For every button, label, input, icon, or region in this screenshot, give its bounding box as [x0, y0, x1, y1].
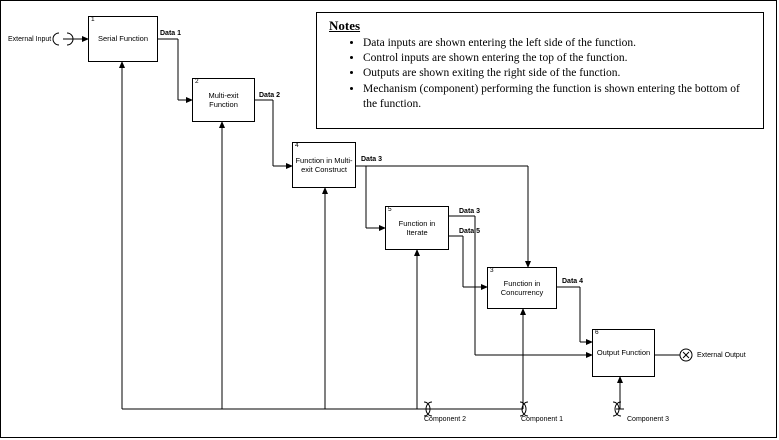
notes-title: Notes	[329, 18, 361, 33]
notes-panel	[316, 12, 764, 129]
label-data-4: Data 4	[562, 278, 584, 285]
node-label: Output Function	[596, 348, 651, 358]
label-component-2: Component 2	[424, 416, 467, 423]
node-function-in-iterate[interactable]	[385, 206, 449, 250]
node-function-in-multi-exit-construct[interactable]	[292, 142, 356, 188]
notes-item: • Mechanism (component) performing the function is shown entering the bottom of the function.	[363, 82, 753, 112]
label-data-1: Data 1	[160, 30, 182, 37]
node-number: 6	[595, 329, 599, 336]
label-data-3-iterate: Data 3	[459, 208, 481, 215]
node-number: 5	[388, 206, 392, 213]
node-serial-function[interactable]	[88, 16, 158, 62]
node-label: Serial Function	[97, 34, 149, 44]
notes-item: • Control inputs are shown entering the top of the function.	[363, 51, 753, 66]
node-number: 4	[295, 142, 299, 149]
label-component-1: Component 1	[521, 416, 564, 423]
notes-item: • Data inputs are shown entering the left side of the function.	[363, 36, 753, 51]
label-data-5: Data 5	[459, 228, 481, 235]
node-output-function[interactable]	[592, 329, 655, 377]
node-label: Function in Iterate	[398, 218, 436, 237]
label-component-3: Component 3	[627, 416, 670, 423]
label-data-2: Data 2	[259, 92, 281, 99]
notes-list	[329, 36, 753, 112]
node-number: 1	[91, 16, 95, 23]
label-external-input: External Input	[8, 36, 52, 43]
node-label: Multi-exit Function	[208, 90, 239, 109]
label-data-3-construct: Data 3	[361, 156, 383, 163]
label-external-output: External Output	[697, 352, 746, 359]
node-number: 2	[195, 78, 199, 85]
notes-item: • Outputs are shown exiting the right side of the function.	[363, 66, 753, 81]
node-label: Function in Concurrency	[500, 278, 544, 297]
node-multi-exit-function[interactable]	[192, 78, 255, 122]
node-number: 3	[490, 267, 494, 274]
node-function-in-concurrency[interactable]	[487, 267, 557, 309]
node-label: Function in Multi-exit Construct	[295, 155, 353, 174]
